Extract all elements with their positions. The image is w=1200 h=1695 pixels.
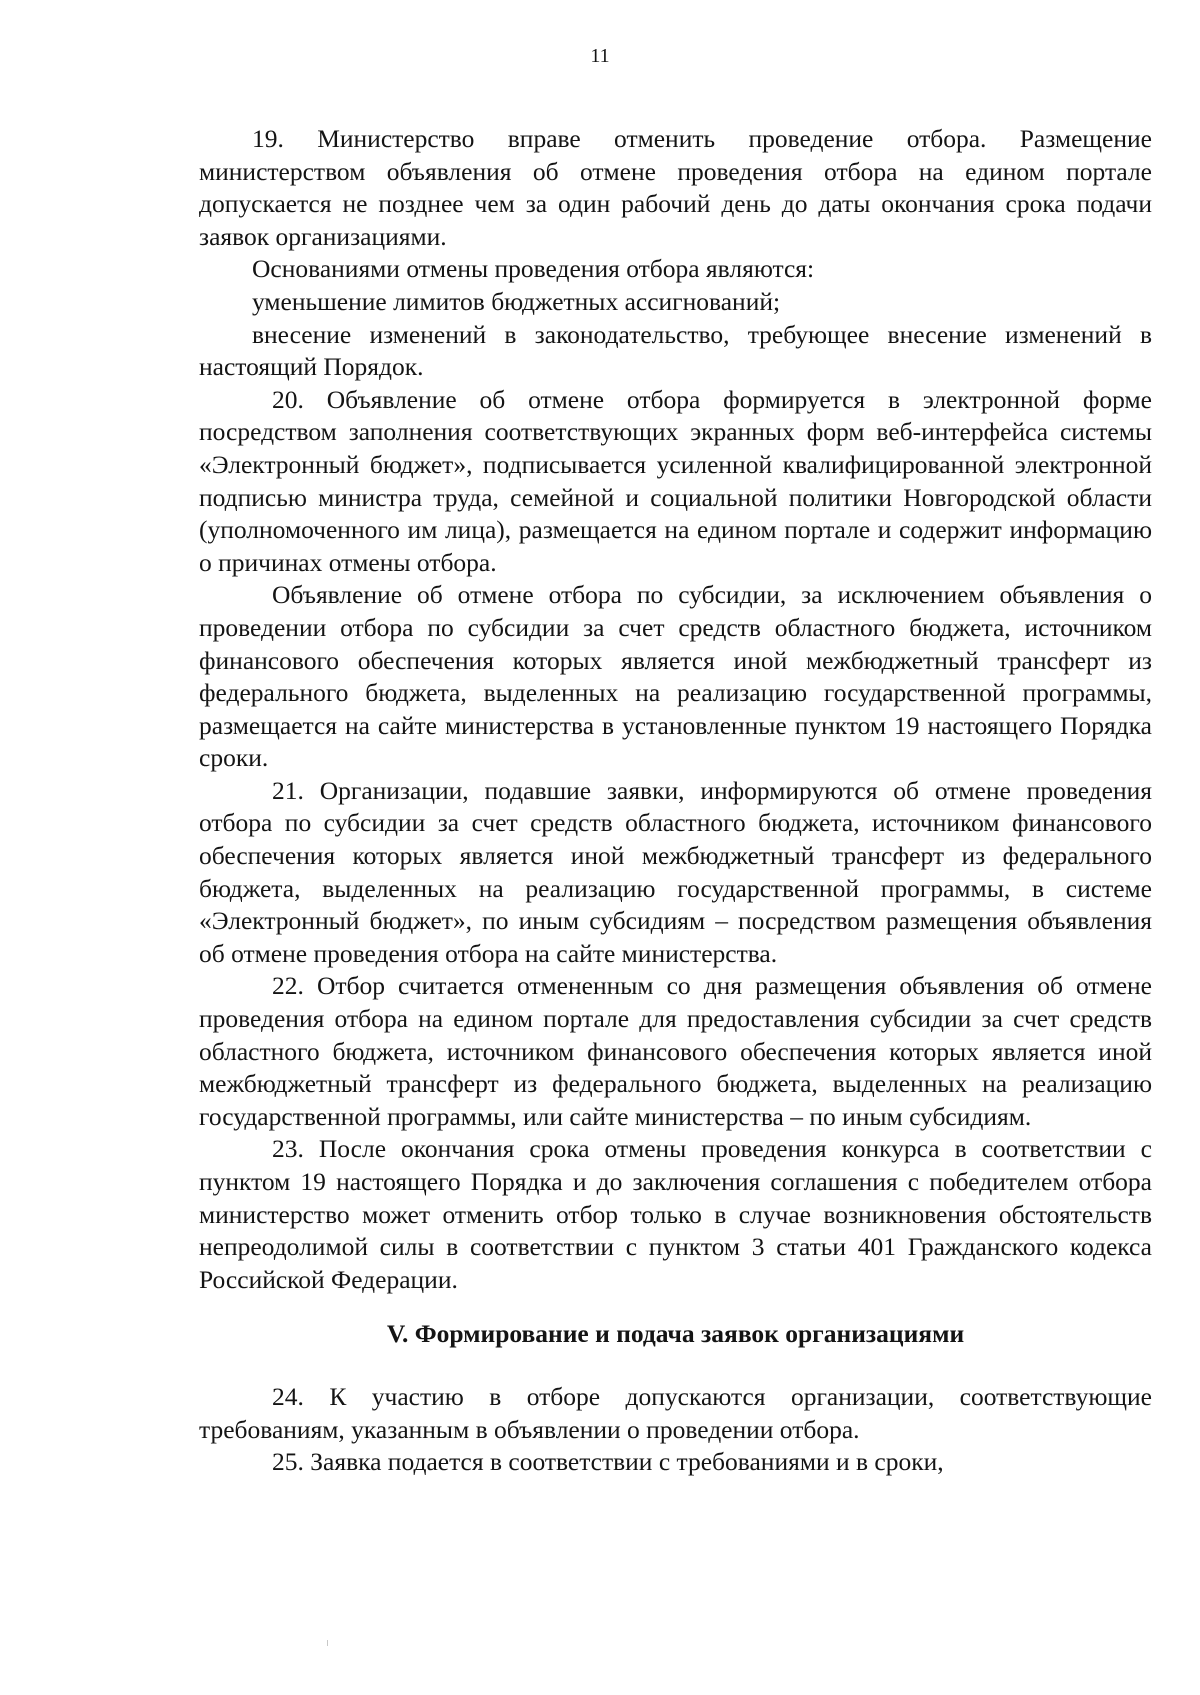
section-title: V. Формирование и подача заявок организациями bbox=[386, 1319, 965, 1349]
paragraph-23: 23. После окончания срока отмены проведения конкурса в соответствии с пунктом 19 настоящего Порядка и до заключения соглашения с победителем отбора министерство может отменить отбор только в случае возникновения обстоятельств непреодолимой силы в соответствии с пунктом 3 статьи 401 Гражданского кодекса Российской Федерации. bbox=[199, 1134, 1152, 1294]
paragraph-19: 19. Министерство вправе отменить проведение отбора. Размещение министерством объявления об отмене проведения отбора на едином портале допускается не позднее чем за один рабочий день до даты окончания срока подачи заявок организациями. bbox=[199, 124, 1152, 251]
scan-artifact bbox=[327, 1640, 328, 1646]
paragraph-ground-legislation: внесение изменений в законодательство, требующее внесение изменений в настоящий Порядок. bbox=[199, 319, 1152, 382]
paragraph-21: 21. Организации, подавшие заявки, информируются об отмене проведения отбора по субсидии за счет средств областного бюджета, источником финансового обеспечения которых является иной межбюджетный трансферт из федерального бюджета, выделенных на реализацию государственной программы, в системе «Электронный бюджет», по иным субсидиям – посредством размещения объявления об отмене проведения отбора на сайте министерства. bbox=[199, 775, 1152, 968]
paragraph-ground-budget-limits: уменьшение лимитов бюджетных ассигнований; bbox=[252, 286, 781, 316]
paragraph-22: 22. Отбор считается отмененным со дня размещения объявления об отмене проведения отбора на едином портале для предоставления субсидии за счет средств областного бюджета, источником финансового обеспечения которых является иной межбюджетный трансферт из федерального бюджета, выделенных на реализацию государственной программы, или сайте министерства – по иным субсидиям. bbox=[199, 971, 1152, 1131]
paragraph-20: 20. Объявление об отмене отбора формируется в электронной форме посредством заполнения соответствующих экранных форм веб-интерфейса системы «Электронный бюджет», подписывается усиленной квалифицированной электронной подписью министра труда, семейной и социальной политики Новгородской области (уполномоченного им лица), размещается на едином портале и содержит информацию о причинах отмены отбора. bbox=[199, 384, 1152, 577]
paragraph-25: 25. Заявка подается в соответствии с требованиями и в сроки, bbox=[272, 1447, 944, 1477]
paragraph-24: 24. К участию в отборе допускаются организации, соответствующие требованиям, указанным в объявлении о проведении отбора. bbox=[199, 1381, 1152, 1444]
page-number: 11 bbox=[590, 45, 610, 67]
paragraph-cancel-announcement: Объявление об отмене отбора по субсидии, за исключением объявления о проведении отбора по субсидии за счет средств областного бюджета, источником финансового обеспечения которых является иной межбюджетный трансферт из федерального бюджета, выделенных на реализацию государственной программы, размещается на сайте министерства в установленные пунктом 19 настоящего Порядка сроки. bbox=[199, 580, 1152, 773]
document-body bbox=[199, 123, 1152, 1479]
paragraph-cancel-grounds: Основаниями отмены проведения отбора являются: bbox=[252, 254, 815, 284]
